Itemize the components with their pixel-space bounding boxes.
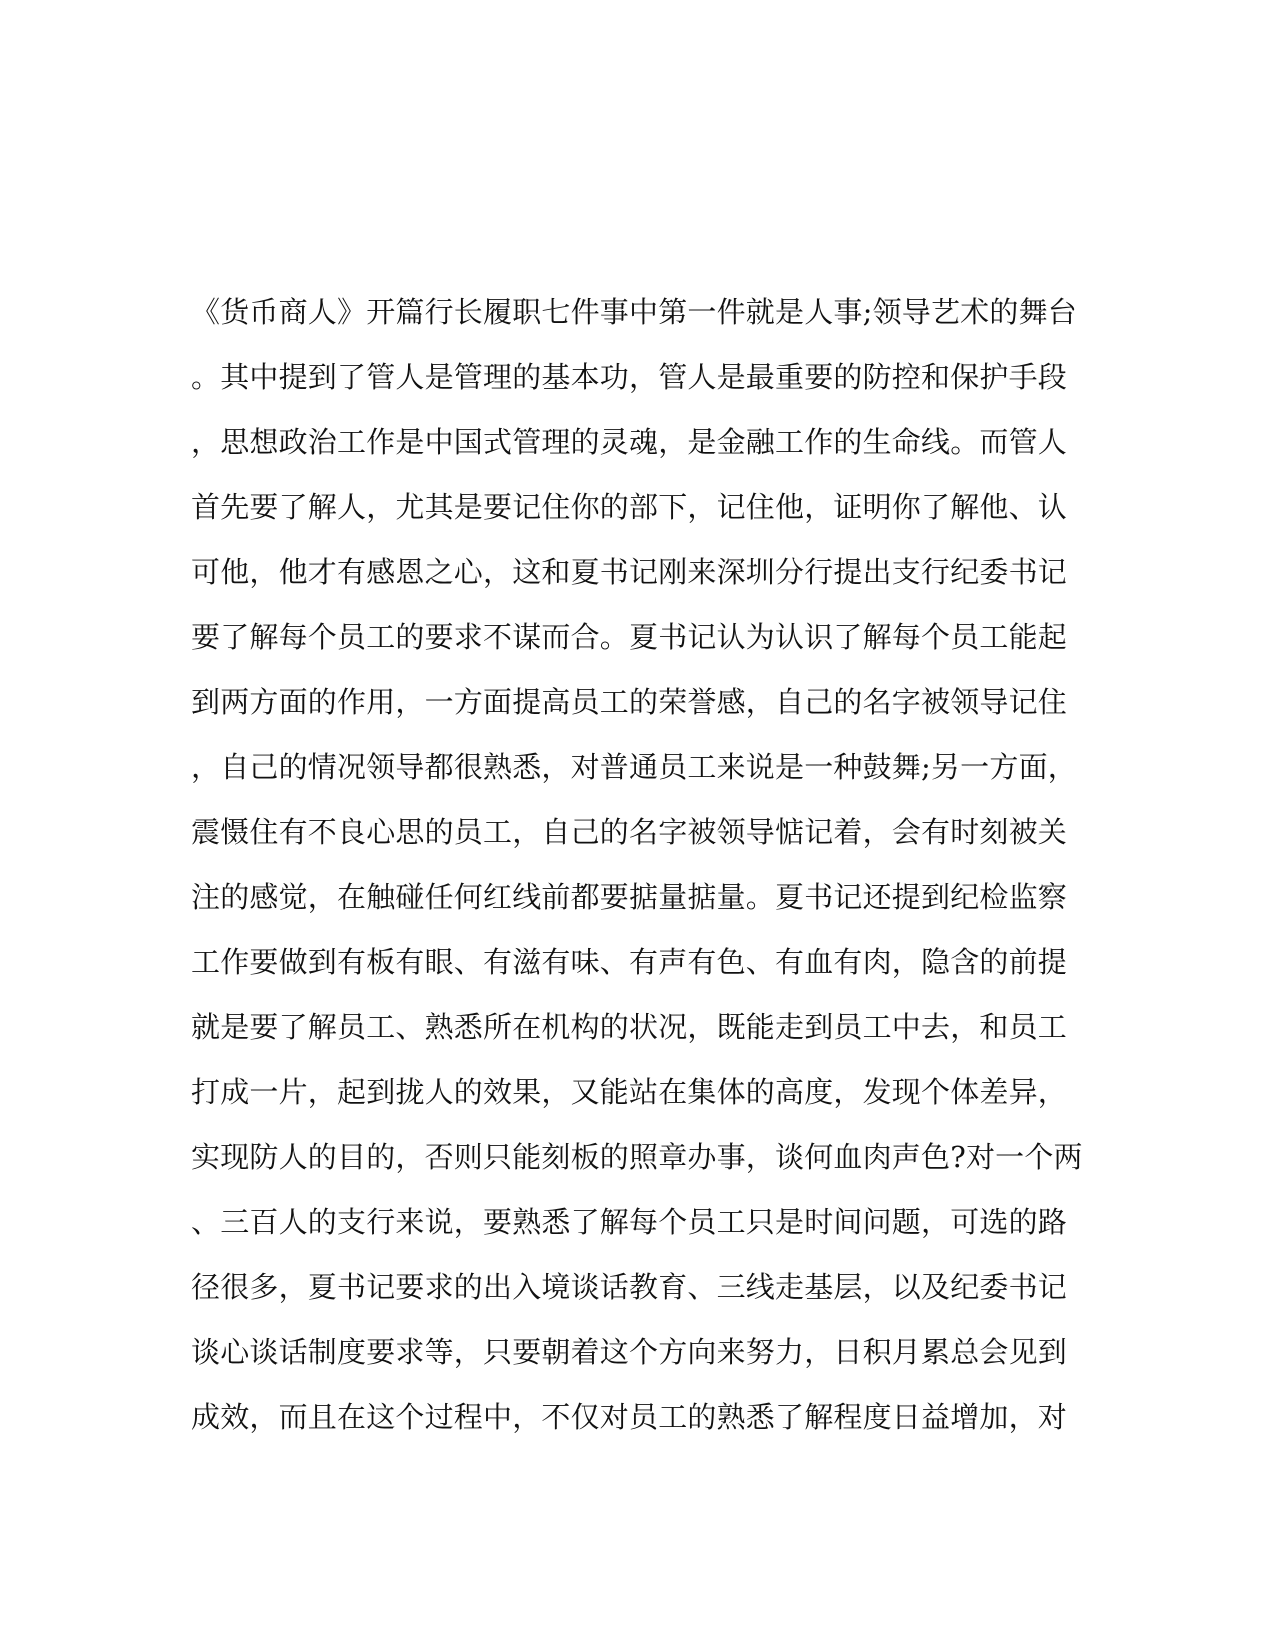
text-line: 要了解每个员工的要求不谋而合。夏书记认为认识了解每个员工能起 xyxy=(191,620,1068,654)
text-line: 实现防人的目的，否则只能刻板的照章办事，谈何血肉声色?对一个两 xyxy=(191,1140,1083,1174)
text-line: 震慑住有不良心思的员工，自己的名字被领导惦记着，会有时刻被关 xyxy=(191,815,1068,849)
text-line: 首先要了解人，尤其是要记住你的部下，记住他，证明你了解他、认 xyxy=(191,490,1068,524)
text-line: 到两方面的作用，一方面提高员工的荣誉感，自己的名字被领导记住 xyxy=(191,685,1068,719)
text-line: 就是要了解员工、熟悉所在机构的状况，既能走到员工中去，和员工 xyxy=(191,1010,1068,1044)
text-line: 。其中提到了管人是管理的基本功，管人是最重要的防控和保护手段 xyxy=(191,360,1068,394)
text-line: ，思想政治工作是中国式管理的灵魂，是金融工作的生命线。而管人 xyxy=(191,425,1068,459)
text-line: 、三百人的支行来说，要熟悉了解每个员工只是时间问题，可选的路 xyxy=(191,1205,1068,1239)
text-line: 成效，而且在这个过程中，不仅对员工的熟悉了解程度日益增加，对 xyxy=(191,1400,1068,1434)
text-line: 径很多，夏书记要求的出入境谈话教育、三线走基层，以及纪委书记 xyxy=(191,1270,1068,1304)
text-line: 工作要做到有板有眼、有滋有味、有声有色、有血有肉，隐含的前提 xyxy=(191,945,1068,979)
body-paragraph xyxy=(191,288,1091,1458)
text-line: ，自己的情况领导都很熟悉，对普通员工来说是一种鼓舞;另一方面， xyxy=(191,750,1077,784)
text-line: 谈心谈话制度要求等，只要朝着这个方向来努力，日积月累总会见到 xyxy=(191,1335,1068,1369)
text-line: 可他，他才有感恩之心，这和夏书记刚来深圳分行提出支行纪委书记 xyxy=(191,555,1068,589)
text-line: 《货币商人》开篇行长履职七件事中第一件就是人事;领导艺术的舞台 xyxy=(191,295,1077,329)
text-line: 注的感觉，在触碰任何红线前都要掂量掂量。夏书记还提到纪检监察 xyxy=(191,880,1068,914)
text-line: 打成一片，起到拢人的效果，又能站在集体的高度，发现个体差异， xyxy=(191,1075,1068,1109)
